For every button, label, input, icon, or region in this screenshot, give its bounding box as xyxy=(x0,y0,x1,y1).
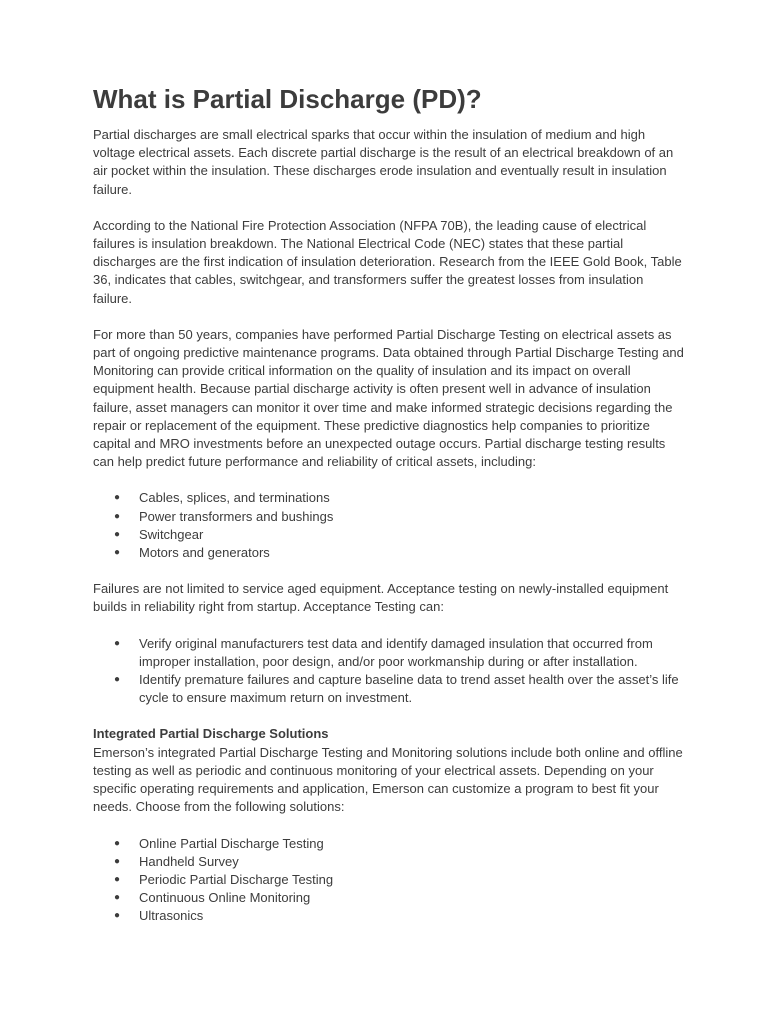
list-item: ● Verify original manufacturers test data and identify damaged insulation that occurred from improper installation, poor design, and/or poor workmanship during or after installation. xyxy=(114,635,653,669)
acceptance-testing-list xyxy=(93,635,685,708)
bullet-icon: ● xyxy=(114,674,121,686)
bullet-icon: ● xyxy=(114,855,121,867)
paragraph-nfpa: According to the National Fire Protection Association (NFPA 70B), the leading cause of electrical failures is insulation breakdown. The National Electrical Code (NEC) states that these partial discharges are the first indication of insulation deterioration. Research from the IEEE Gold Book, Table 36, indicates that cables, switchgear, and transformers suffer the greatest losses from insulation failure. xyxy=(93,217,682,306)
list-item: ● Switchgear xyxy=(93,526,685,544)
list-item: ● Continuous Online Monitoring xyxy=(93,889,685,907)
bullet-icon: ● xyxy=(114,510,121,522)
list-item: ● Ultrasonics xyxy=(93,907,685,925)
paragraph-definition: Partial discharges are small electrical sparks that occur within the insulation of medium and high voltage electrical assets. Each discrete partial discharge is the result of an electrical breakdown of an air pocket within the insulation. These discharges erode insulation and eventually result in insulation failure. xyxy=(93,127,674,197)
list-item: ● Identify premature failures and capture baseline data to trend asset health over the asset’s life cycle to ensure maximum return on investment. xyxy=(114,672,679,706)
list-item: ● Power transformers and bushings xyxy=(93,508,685,526)
section-heading: Integrated Partial Discharge Solutions xyxy=(93,726,329,742)
list-item: ● Periodic Partial Discharge Testing xyxy=(93,871,685,889)
paragraph-acceptance: Failures are not limited to service aged equipment. Acceptance testing on newly-installed equipment builds in reliability right from startup. Acceptance Testing can: xyxy=(93,581,669,615)
page-title: What is Partial Discharge (PD)? xyxy=(93,84,482,114)
solutions-list xyxy=(93,835,685,926)
critical-assets-list xyxy=(93,489,685,562)
list-item: ● Cables, splices, and terminations xyxy=(93,489,685,507)
bullet-icon: ● xyxy=(114,492,121,504)
list-item: ● Online Partial Discharge Testing xyxy=(93,835,685,853)
bullet-icon: ● xyxy=(114,528,121,540)
bullet-icon: ● xyxy=(114,637,121,649)
list-item: ● Handheld Survey xyxy=(93,853,685,871)
bullet-icon: ● xyxy=(114,873,121,885)
list-item: ● Motors and generators xyxy=(93,544,685,562)
document-page xyxy=(93,84,685,926)
bullet-icon: ● xyxy=(114,837,121,849)
paragraph-testing-history: For more than 50 years, companies have performed Partial Discharge Testing on electrical assets as part of ongoing predictive maintenance programs. Data obtained through Partial Discharge Testing and Monitoring can provide critical information on the quality of insulation and its impact on overall equipment health. Because partial discharge activity is often present well in advance of insulation failure, asset managers can monitor it over time and make informed strategic decisions regarding the repair or replacement of the equipment. These predictive diagnostics help companies to prioritize capital and MRO investments before an unexpected outage occurs. Partial discharge testing results can help predict future performance and reliability of critical assets, including: xyxy=(93,326,684,470)
bullet-icon: ● xyxy=(114,547,121,559)
bullet-icon: ● xyxy=(114,892,121,904)
paragraph-solutions: Emerson’s integrated Partial Discharge Testing and Monitoring solutions include both online and offline testing as well as periodic and continuous monitoring of your electrical assets. Depending on your specific operating requirements and application, Emerson can customize a program to best fit your needs. Choose from the following solutions: xyxy=(93,744,683,815)
bullet-icon: ● xyxy=(114,910,121,922)
